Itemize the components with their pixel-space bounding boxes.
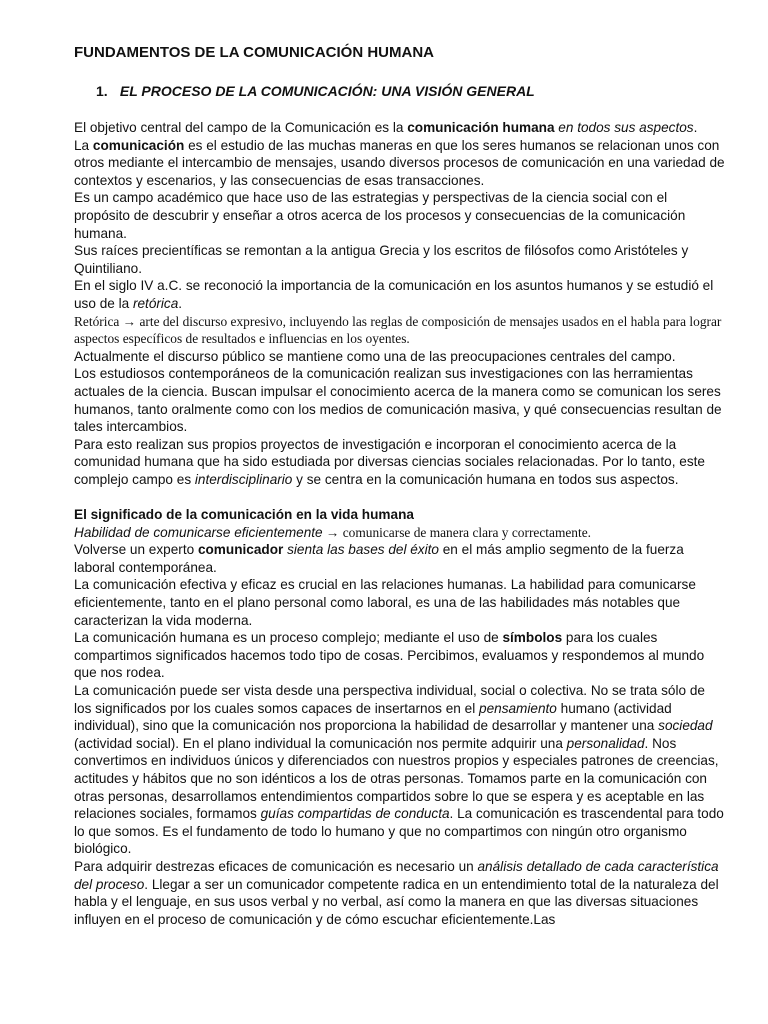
paragraph: Es un campo académico que hace uso de las estrategias y perspectivas de la ciencia social con el propósito de descubrir y enseñar a otros acerca de los procesos y consecuencias de la comunicación humana. [74, 190, 686, 241]
text-run: Para adquirir destrezas eficaces de comunicación es necesario un [74, 858, 478, 874]
bold-text: comunicación humana [407, 120, 555, 135]
text-run: En el siglo IV a.C. se reconoció la importancia de la comunicación en los asuntos humanos y se estudió el uso de la [74, 278, 714, 311]
paragraph: Actualmente el discurso público se mantiene como una de las preocupaciones centrales del campo. [74, 348, 676, 364]
definition-note: Retórica → arte del discurso expresivo, incluyendo las reglas de composición de mensajes usados en el habla para lograr aspectos específicos de resultados e influencias en los oyentes. [74, 313, 722, 347]
paragraph [74, 137, 726, 190]
definition-text: → comunicarse de manera clara y correctamente. [322, 524, 592, 540]
italic-text: guías compartidas de conducta [260, 806, 450, 822]
text-run: La [74, 137, 93, 153]
paragraph [74, 541, 726, 576]
bold-text: comunicador [197, 542, 284, 558]
italic-text: personalidad [566, 735, 645, 751]
section-title: EL PROCESO DE LA COMUNICACIÓN: UNA VISIÓN GENERAL [119, 83, 535, 99]
italic-text: sociedad [658, 718, 713, 734]
paragraph: Los estudiosos contemporáneos de la comunicación realizan sus investigaciones con las herramientas actuales de la ciencia. Buscan impulsar el conocimiento acerca de la manera como se comunican los seres humanos, tanto oralmente como con los medios de comunicación masiva, y qué consecuencias resultan de tales intercambios. [74, 366, 722, 435]
section-heading [96, 82, 726, 100]
document-title: FUNDAMENTOS DE LA COMUNICACIÓN HUMANA [74, 44, 434, 61]
text-run: . [693, 120, 698, 135]
bold-text: símbolos [502, 630, 563, 646]
text-run: (actividad social). En el plano individual la comunicación nos permite adquirir una [74, 735, 567, 751]
document-page [74, 44, 726, 928]
text-run: y se centra en la comunicación humana en todos sus aspectos. [292, 471, 679, 487]
italic-text: sienta las bases del éxito [283, 542, 439, 558]
italic-text: en todos sus aspectos [554, 120, 694, 135]
paragraph [74, 277, 726, 312]
paragraph [74, 119, 726, 137]
italic-text: análisis detallado de cada característica del proceso [74, 858, 719, 892]
paragraph: La comunicación efectiva y eficaz es crucial en las relaciones humanas. La habilidad para comunicarse eficientemente, tanto en el plano personal como laboral, es una de las habilidades más notables que caracterizan la vida moderna. [74, 577, 696, 628]
bold-text: comunicación [92, 137, 185, 153]
text-run: Volverse un experto [74, 542, 198, 558]
italic-text: retórica [132, 295, 179, 311]
paragraph [74, 524, 726, 542]
text-run: para los cuales compartimos significados hacemos todo tipo de cosas. Percibimos, evaluamos y respondemos al mundo que nos rodea. [74, 630, 705, 681]
text-run: . Nos convertimos en individuos únicos y diferenciados con nuestros propios y especiales patrones de creencias, actitudes y hábitos que no son idénticos a los de otras personas. Tomamos parte en la comunicación con otras personas, desarrollamos entendimientos compartidos sobre lo que se espera y es aceptable en las relaciones sociales, formamos [74, 735, 719, 822]
text-run: . La comunicación es trascendental para todo lo que somos. Es el fundamento de todo lo humano y que no compartimos con ningún otro organismo biológico. [74, 806, 724, 857]
paragraph [74, 682, 726, 858]
text-run: Para esto realizan sus propios proyectos de investigación e incorporan el conocimiento acerca de la comunidad humana que ha sido estudiada por diversas ciencias sociales relacionadas. Por lo tanto, este complejo campo es [74, 436, 705, 487]
italic-text: interdisciplinario [194, 471, 293, 487]
italic-text: Habilidad de comunicarse eficientemente [74, 524, 323, 540]
section-number: 1. [96, 83, 108, 99]
subsection-heading: El significado de la comunicación en la vida humana [74, 507, 414, 523]
document-body [74, 119, 726, 928]
paragraph [74, 858, 726, 928]
text-run: La comunicación humana es un proceso complejo; mediante el uso de [74, 630, 503, 646]
text-run: es el estudio de las muchas maneras en que los seres humanos se relacionan unos con otros mediante el intercambio de mensajes, usando diversos procesos de comunicación en una variedad de contextos y escenarios, y las consecuencias de esas transacciones. [74, 137, 725, 188]
paragraph [74, 436, 726, 489]
text-run: en el más amplio segmento de la fuerza laboral contemporánea. [74, 542, 684, 575]
italic-text: pensamiento [479, 700, 557, 716]
text-run: . [178, 295, 183, 311]
text-run: humano (actividad individual), sino que la comunicación nos proporciona la habilidad de desarrollar y mantener una [74, 700, 672, 734]
text-run: La comunicación puede ser vista desde una perspectiva individual, social o colectiva. No se trata sólo de los significados por los cuales somos capaces de insertarnos en el [74, 683, 705, 716]
text-run: . Llegar a ser un comunicador competente radica en un entendimiento total de la naturaleza del habla y el lenguaje, en sus usos verbal y no verbal, así como la manera en que las diversas situaciones influyen en el proceso de comunicación y de cómo escuchar eficientemente.Las [74, 876, 719, 927]
paragraph: Sus raíces precientíficas se remontan a la antigua Grecia y los escritos de filósofos como Aristóteles y Quintiliano. [74, 243, 689, 276]
paragraph [74, 629, 726, 682]
text-run: El objetivo central del campo de la Comunicación es la [74, 120, 408, 135]
